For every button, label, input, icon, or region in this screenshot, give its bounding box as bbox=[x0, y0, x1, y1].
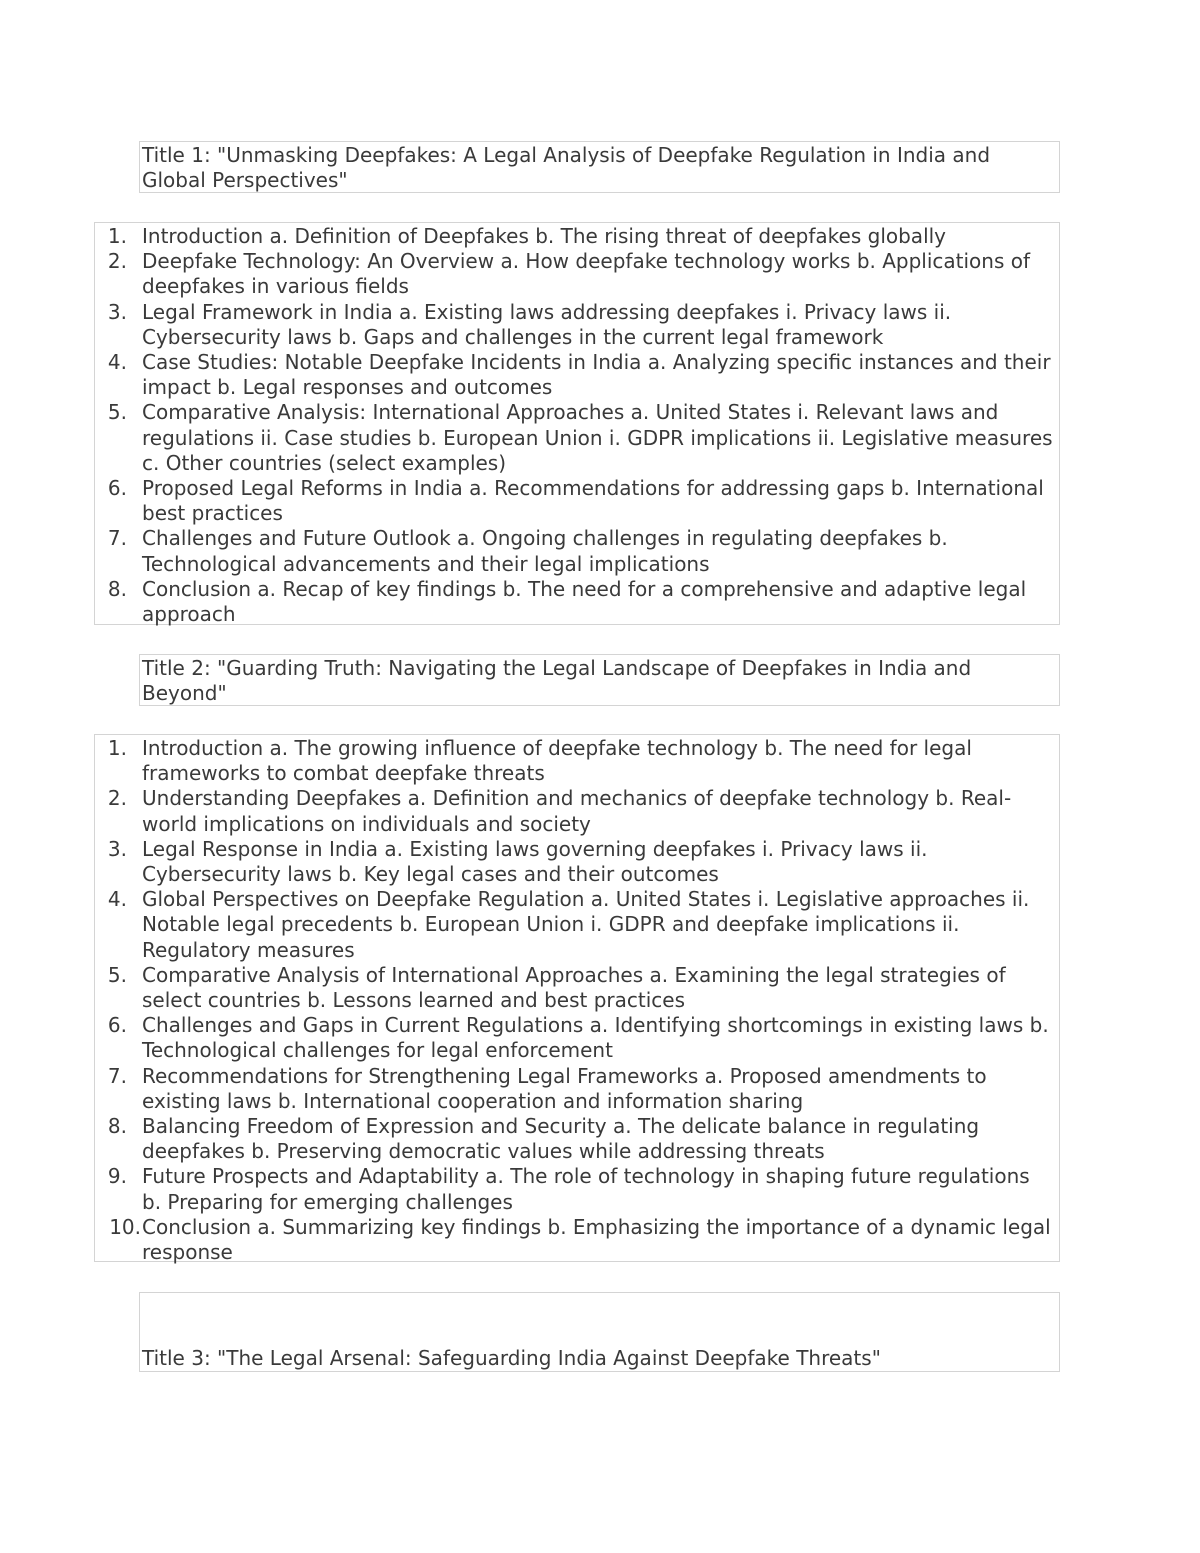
title-1-heading: Title 1: "Unmasking Deepfakes: A Legal Analysis of Deepfake Regulation in India and Global Perspectives" bbox=[142, 143, 991, 193]
list-item-text: Conclusion a. Summarizing key findings b. Emphasizing the importance of a dynamic legal response bbox=[142, 1214, 1051, 1265]
title-2-box bbox=[139, 654, 1060, 706]
list-item bbox=[95, 350, 1059, 400]
list-item-text: Introduction a. Definition of Deepfakes b. The rising threat of deepfakes globally bbox=[142, 224, 947, 248]
list-item bbox=[95, 577, 1059, 627]
list-item-number: 5. bbox=[107, 962, 127, 987]
list-item bbox=[95, 300, 1059, 350]
list-item-text: Recommendations for Strengthening Legal Frameworks a. Proposed amendments to existing laws b. International cooperation and information sharing bbox=[142, 1063, 987, 1113]
outline-2-list bbox=[95, 736, 1059, 1265]
title-3-box bbox=[139, 1292, 1060, 1372]
list-item-text: Comparative Analysis: International Approaches a. United States i. Relevant laws and regulations ii. Case studies b. European Union i. GDPR implications ii. Legislative measures c. Other countries (select examples) bbox=[142, 400, 1053, 475]
list-item-text: Understanding Deepfakes a. Definition and mechanics of deepfake technology b. Real-world implications on individuals and society bbox=[142, 786, 1012, 836]
list-item-text: Introduction a. The growing influence of deepfake technology b. The need for legal frameworks to combat deepfake threats bbox=[142, 736, 972, 786]
outline-2-box bbox=[94, 734, 1060, 1265]
list-item-number: 6. bbox=[107, 476, 127, 501]
list-item bbox=[95, 249, 1059, 299]
list-item bbox=[95, 786, 1059, 836]
list-item-number: 10. bbox=[109, 1214, 141, 1239]
list-item-text: Comparative Analysis of International Approaches a. Examining the legal strategies of select countries b. Lessons learned and best practices bbox=[142, 962, 1006, 1013]
list-item-number: 8. bbox=[107, 1114, 127, 1139]
list-item bbox=[95, 526, 1059, 576]
list-item bbox=[95, 837, 1059, 887]
list-item-text: Challenges and Gaps in Current Regulations a. Identifying shortcomings in existing laws b. Technological challenges for legal enforcement bbox=[142, 1013, 1049, 1063]
list-item-text: Deepfake Technology: An Overview a. How deepfake technology works b. Applications of deepfakes in various fields bbox=[142, 249, 1031, 299]
list-item-number: 2. bbox=[107, 249, 127, 274]
list-item-number: 5. bbox=[107, 400, 127, 425]
title-3-heading: Title 3: "The Legal Arsenal: Safeguarding India Against Deepfake Threats" bbox=[142, 1345, 881, 1370]
outline-1-box bbox=[94, 222, 1060, 625]
list-item-text: Conclusion a. Recap of key findings b. The need for a comprehensive and adaptive legal approach bbox=[142, 576, 1027, 627]
list-item-number: 1. bbox=[107, 224, 127, 248]
list-item-number: 4. bbox=[107, 887, 127, 912]
list-item bbox=[95, 1064, 1059, 1114]
list-item bbox=[95, 1164, 1059, 1214]
list-item-text: Balancing Freedom of Expression and Security a. The delicate balance in regulating deepfakes b. Preserving democratic values while addressing threats bbox=[142, 1114, 980, 1164]
list-item bbox=[95, 963, 1059, 1013]
list-item-text: Global Perspectives on Deepfake Regulation a. United States i. Legislative approaches ii. Notable legal precedents b. European Union i. GDPR and deepfake implications ii. Regulatory measures bbox=[142, 887, 1030, 962]
list-item-text: Challenges and Future Outlook a. Ongoing challenges in regulating deepfakes b. Technological advancements and their legal implications bbox=[142, 526, 948, 576]
list-item-number: 1. bbox=[107, 736, 127, 760]
list-item bbox=[95, 400, 1059, 476]
list-item bbox=[95, 1114, 1059, 1164]
list-item bbox=[95, 1215, 1059, 1265]
list-item-number: 6. bbox=[107, 1013, 127, 1038]
outline-1-list bbox=[95, 224, 1059, 627]
list-item-text: Case Studies: Notable Deepfake Incidents in India a. Analyzing specific instances and their impact b. Legal responses and outcomes bbox=[142, 350, 1051, 400]
list-item-number: 7. bbox=[107, 526, 127, 551]
list-item bbox=[95, 1013, 1059, 1063]
list-item-number: 2. bbox=[107, 786, 127, 811]
title-1-box bbox=[139, 141, 1060, 193]
list-item-number: 9. bbox=[107, 1164, 127, 1189]
list-item bbox=[95, 887, 1059, 963]
list-item bbox=[95, 476, 1059, 526]
title-2-heading: Title 2: "Guarding Truth: Navigating the Legal Landscape of Deepfakes in India and Beyond" bbox=[142, 656, 972, 706]
list-item-number: 7. bbox=[107, 1063, 127, 1088]
list-item-number: 3. bbox=[107, 299, 127, 324]
list-item-number: 4. bbox=[107, 350, 127, 375]
list-item-text: Legal Response in India a. Existing laws governing deepfakes i. Privacy laws ii. Cybersecurity laws b. Key legal cases and their outcomes bbox=[142, 836, 928, 887]
list-item bbox=[95, 736, 1059, 786]
list-item-text: Future Prospects and Adaptability a. The role of technology in shaping future regulations b. Preparing for emerging challenges bbox=[142, 1164, 1030, 1214]
list-item-text: Proposed Legal Reforms in India a. Recommendations for addressing gaps b. International best practices bbox=[142, 476, 1044, 526]
list-item bbox=[95, 224, 1059, 249]
list-item-text: Legal Framework in India a. Existing laws addressing deepfakes i. Privacy laws ii. Cybersecurity laws b. Gaps and challenges in the current legal framework bbox=[142, 299, 952, 349]
list-item-number: 8. bbox=[107, 576, 127, 601]
list-item-number: 3. bbox=[107, 836, 127, 861]
